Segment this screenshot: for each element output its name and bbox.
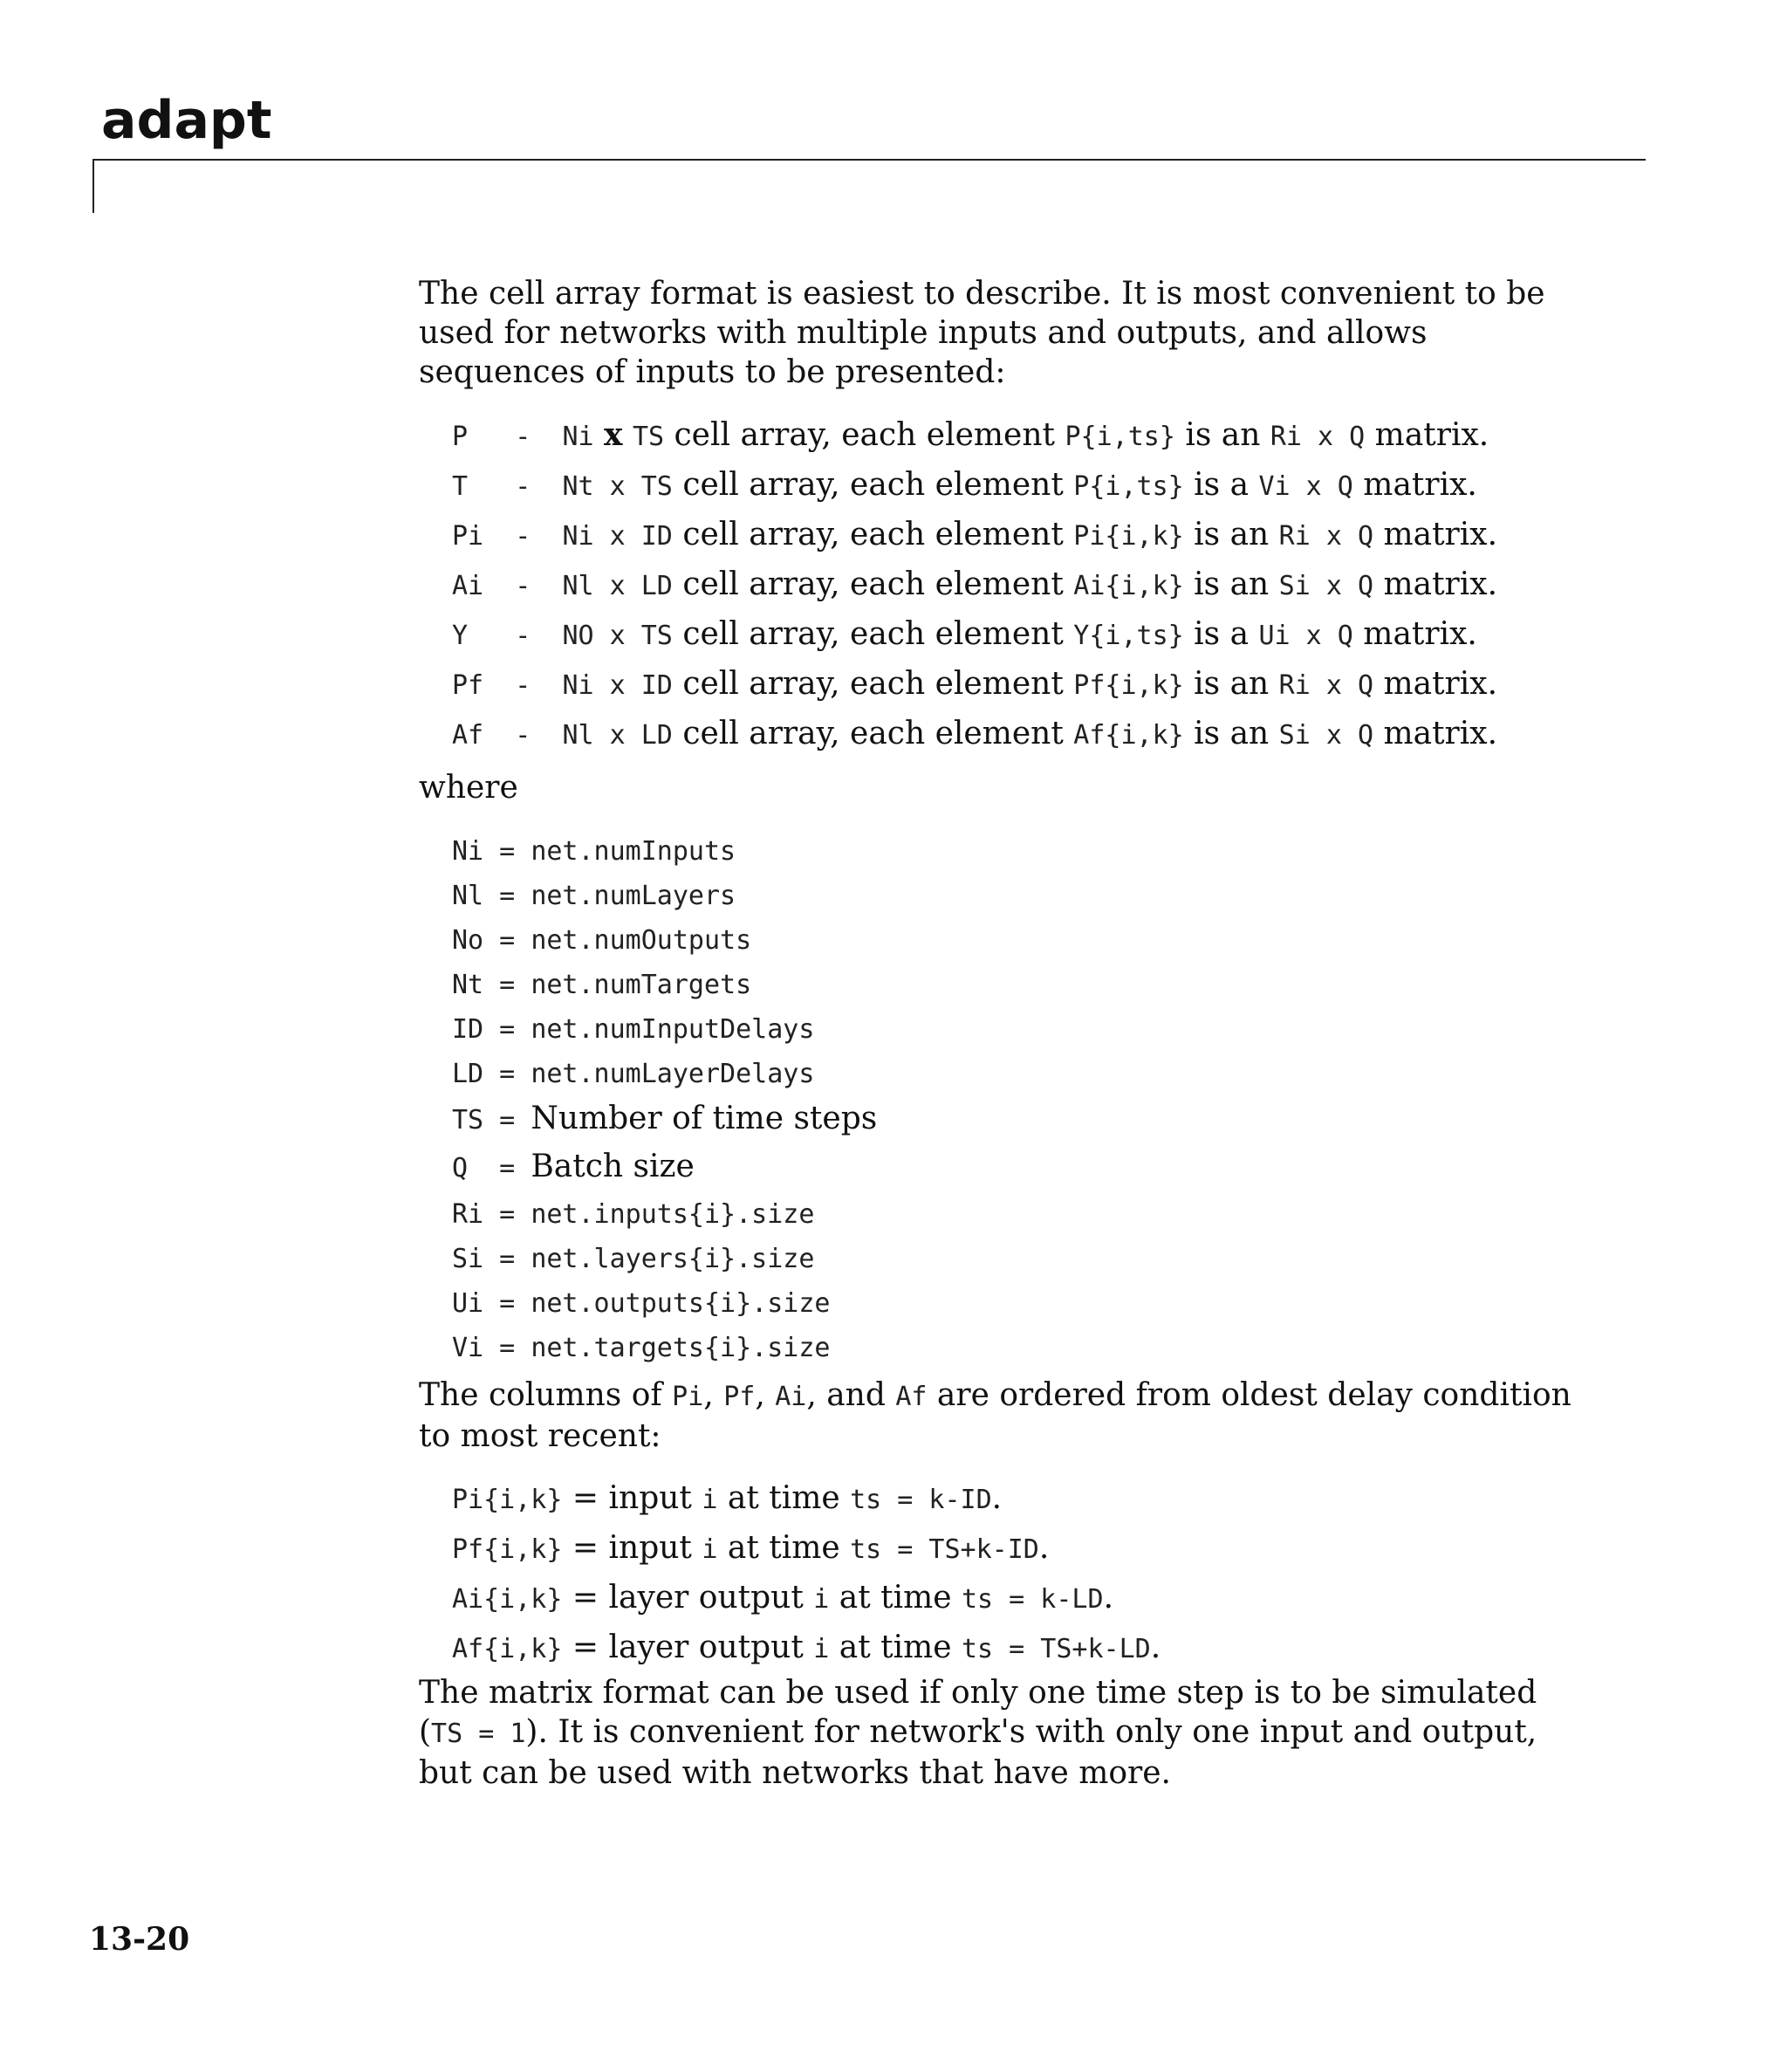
delay-definition-row: Ai{i,k} = layer output i at time ts = k-LD. (452, 1580, 1114, 1616)
delay-definition-row: Af{i,k} = layer output i at time ts = TS+k-LD. (452, 1629, 1161, 1665)
definition-row: Ui = net.outputs{i}.size (452, 1288, 831, 1319)
definition-row: ID = net.numInputDelays (452, 1014, 815, 1045)
definition-row: Si = net.layers{i}.size (452, 1244, 815, 1274)
cell-arg-row: Ai - Nl x LD cell array, each element Ai{i,k} is an Si x Q matrix. (452, 566, 1498, 602)
cell-arg-row: T - Nt x TS cell array, each element P{i,ts} is a Vi x Q matrix. (452, 467, 1477, 503)
definition-row: Vi = net.targets{i}.size (452, 1333, 831, 1363)
definition-row: Q = Batch size (452, 1149, 695, 1184)
cell-arg-row: Pi - Ni x ID cell array, each element Pi{i,k} is an Ri x Q matrix. (452, 517, 1498, 552)
where-label: where (419, 770, 518, 806)
page-title: adapt (101, 90, 272, 151)
definition-row: TS = Number of time steps (452, 1101, 878, 1136)
cell-arg-row: Af - Nl x LD cell array, each element Af{i,k} is an Si x Q matrix. (452, 716, 1498, 751)
cell-arg-list (452, 410, 1578, 758)
definition-row: No = net.numOutputs (452, 925, 752, 956)
delay-definition-list (452, 1473, 1578, 1672)
delay-definition-row: Pf{i,k} = input i at time ts = TS+k-ID. (452, 1530, 1050, 1566)
header-rule (92, 159, 1646, 161)
definition-row: LD = net.numLayerDelays (452, 1059, 815, 1089)
definition-row: Ri = net.inputs{i}.size (452, 1199, 815, 1230)
intro-paragraph: The cell array format is easiest to describe. It is most convenient to be used for networks with multiple inputs and outputs, and allows sequences of inputs to be presented: (419, 276, 1545, 390)
cell-arg-row: Y - NO x TS cell array, each element Y{i,ts} is a Ui x Q matrix. (452, 616, 1477, 652)
definition-row: Nt = net.numTargets (452, 970, 752, 1000)
definition-list (452, 827, 1578, 1369)
cell-arg-row: Pf - Ni x ID cell array, each element Pf{i,k} is an Ri x Q matrix. (452, 666, 1498, 702)
columns-paragraph: The columns of Pi, Pf, Ai, and Af are ordered from oldest delay condition to most recent: (419, 1377, 1571, 1454)
cell-arg-row: P - Ni x TS cell array, each element P{i,ts} is an Ri x Q matrix. (452, 416, 1489, 453)
matrix-format-paragraph: The matrix format can be used if only one time step is to be simulated (TS = 1). It is convenient for network's with only one input and output, but can be used with networks that have more. (419, 1675, 1537, 1791)
definition-row: Ni = net.numInputs (452, 836, 736, 867)
header-rule-tick (92, 159, 94, 213)
delay-definition-row: Pi{i,k} = input i at time ts = k-ID. (452, 1480, 1003, 1516)
definition-row: Nl = net.numLayers (452, 881, 736, 911)
page-number: 13-20 (89, 1921, 190, 1958)
